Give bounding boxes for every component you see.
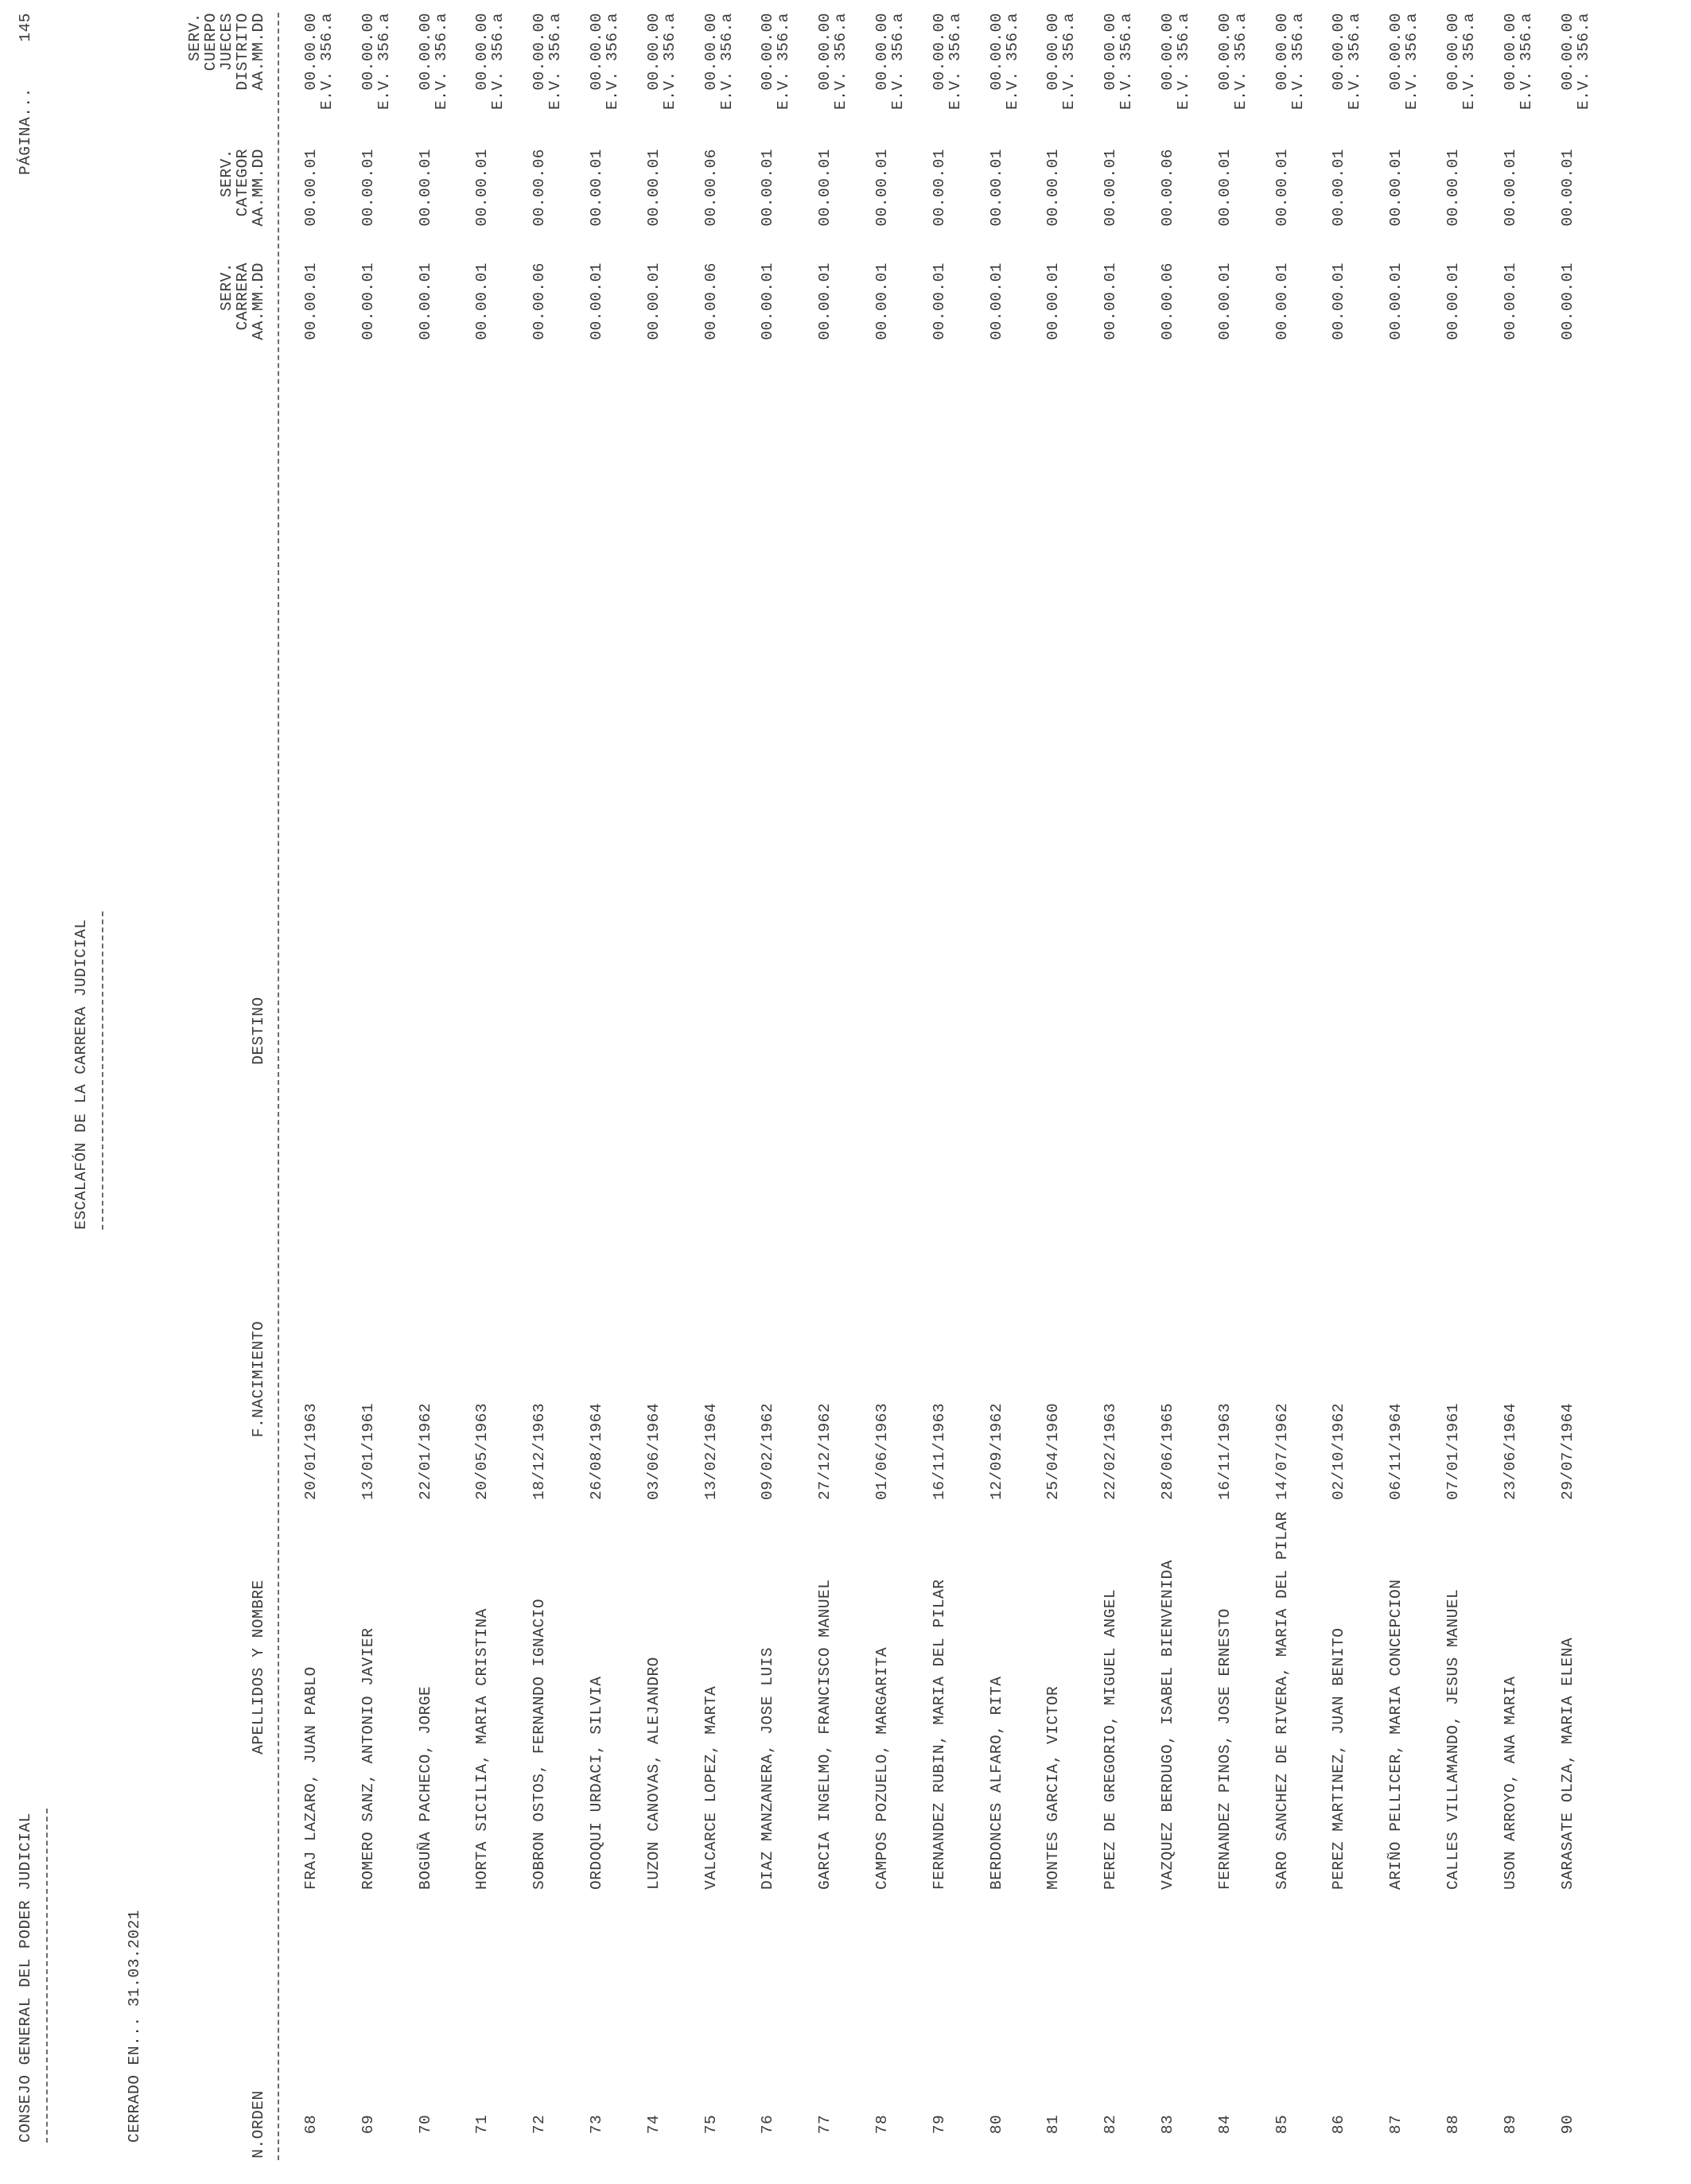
categor-cell: 00.00.01 (302, 149, 320, 227)
nota-cell: E.V. 356.a (661, 13, 678, 111)
categor-cell: 00.00.01 (759, 149, 776, 227)
nacimiento-cell: 16/11/1963 (1216, 1402, 1234, 1500)
nombre-cell: ROMERO SANZ, ANTONIO JAVIER (360, 1627, 377, 1890)
nota-cell: E.V. 356.a (604, 13, 621, 111)
distrito-cell: 00.00.00 (931, 13, 948, 91)
nombre-cell: LUZON CANOVAS, ALEJANDRO (645, 1657, 663, 1890)
nombre-cell: MONTES GARCIA, VICTOR (1044, 1685, 1062, 1890)
orden-cell: 80 (988, 2114, 1005, 2135)
carrera-cell: 00.00.01 (1102, 262, 1119, 340)
carrera-cell: 00.00.01 (1273, 262, 1291, 340)
nacimiento-cell: 25/04/1960 (1044, 1402, 1062, 1500)
categor-cell: 00.00.01 (931, 149, 948, 227)
title-underline (102, 911, 103, 1230)
distrito-cell: 00.00.00 (645, 13, 663, 91)
header-orden: N.ORDEN (250, 2090, 267, 2159)
distrito-cell: 00.00.00 (1502, 13, 1519, 91)
nota-cell: E.V. 356.a (1460, 13, 1478, 111)
carrera-cell: 00.00.01 (588, 262, 605, 340)
orden-cell: 74 (645, 2114, 663, 2135)
header-nacimiento: F.NACIMIENTO (250, 1320, 267, 1438)
nota-cell: E.V. 356.a (375, 13, 393, 111)
distrito-cell: 00.00.00 (1216, 13, 1234, 91)
distrito-cell: 00.00.00 (360, 13, 377, 91)
nombre-cell: VAZQUEZ BERDUGO, ISABEL BIENVENIDA (1159, 1560, 1176, 1890)
categor-cell: 00.00.01 (1044, 149, 1062, 227)
nacimiento-cell: 06/11/1964 (1387, 1402, 1405, 1500)
distrito-cell: 00.00.00 (816, 13, 834, 91)
nacimiento-cell: 18/12/1963 (531, 1402, 548, 1500)
orden-cell: 76 (759, 2114, 776, 2135)
page-label: PÁGINA... (17, 87, 34, 175)
header-carrera-1: CARRERA (234, 262, 251, 331)
distrito-cell: 00.00.00 (873, 13, 891, 91)
orden-cell: 90 (1559, 2114, 1576, 2135)
orden-cell: 83 (1159, 2114, 1176, 2135)
distrito-cell: 00.00.00 (302, 13, 320, 91)
carrera-cell: 00.00.01 (645, 262, 663, 340)
distrito-cell: 00.00.00 (1559, 13, 1576, 91)
nota-cell: E.V. 356.a (1575, 13, 1592, 111)
nacimiento-cell: 09/02/1962 (759, 1402, 776, 1500)
nota-cell: E.V. 356.a (489, 13, 507, 111)
distrito-cell: 00.00.00 (1330, 13, 1347, 91)
categor-cell: 00.00.01 (588, 149, 605, 227)
nacimiento-cell: 26/08/1964 (588, 1402, 605, 1500)
nacimiento-cell: 02/10/1962 (1330, 1402, 1347, 1500)
categor-cell: 00.00.06 (531, 149, 548, 227)
nota-cell: E.V. 356.a (1118, 13, 1135, 111)
nacimiento-cell: 13/02/1964 (702, 1402, 720, 1500)
header-carrera-2: AA.MM.DD (250, 262, 267, 340)
nacimiento-cell: 03/06/1964 (645, 1402, 663, 1500)
carrera-cell: 00.00.06 (1159, 262, 1176, 340)
orden-cell: 82 (1102, 2114, 1119, 2135)
header-destino: DESTINO (250, 997, 267, 1065)
distrito-cell: 00.00.00 (588, 13, 605, 91)
carrera-cell: 00.00.01 (1502, 262, 1519, 340)
carrera-cell: 00.00.01 (1387, 262, 1405, 340)
carrera-cell: 00.00.01 (759, 262, 776, 340)
nombre-cell: CAMPOS POZUELO, MARGARITA (873, 1646, 891, 1890)
distrito-cell: 00.00.00 (531, 13, 548, 91)
carrera-cell: 00.00.06 (702, 262, 720, 340)
header-categor-0: SERV. (218, 149, 235, 198)
orden-cell: 68 (302, 2114, 320, 2135)
carrera-cell: 00.00.01 (417, 262, 434, 340)
categor-cell: 00.00.06 (1159, 149, 1176, 227)
nota-cell: E.V. 356.a (1403, 13, 1421, 111)
nombre-cell: PEREZ MARTINEZ, JUAN BENITO (1330, 1627, 1347, 1890)
organization-name: CONSEJO GENERAL DEL PODER JUDICIAL (17, 1813, 34, 2143)
nombre-cell: DIAZ MANZANERA, JOSE LUIS (759, 1646, 776, 1890)
orden-cell: 86 (1330, 2114, 1347, 2135)
nombre-cell: FERNANDEZ PINOS, JOSE ERNESTO (1216, 1608, 1234, 1890)
distrito-cell: 00.00.00 (473, 13, 491, 91)
carrera-cell: 00.00.01 (931, 262, 948, 340)
nombre-cell: SARO SANCHEZ DE RIVERA, MARIA DEL PILAR (1273, 1511, 1291, 1890)
categor-cell: 00.00.01 (988, 149, 1005, 227)
nota-cell: E.V. 356.a (775, 13, 792, 111)
header-carrera-0: SERV. (218, 262, 235, 312)
nombre-cell: ORDOQUI URDACI, SILVIA (588, 1676, 605, 1890)
carrera-cell: 00.00.01 (1559, 262, 1576, 340)
categor-cell: 00.00.01 (1502, 149, 1519, 227)
nombre-cell: FERNANDEZ RUBIN, MARIA DEL PILAR (931, 1579, 948, 1890)
header-distrito-3: DISTRITO (234, 13, 251, 91)
organization-underline (46, 1809, 48, 2143)
nacimiento-cell: 22/01/1962 (417, 1402, 434, 1500)
orden-cell: 77 (816, 2114, 834, 2135)
orden-cell: 70 (417, 2114, 434, 2135)
categor-cell: 00.00.01 (1387, 149, 1405, 227)
header-categor-1: CATEGOR (234, 149, 251, 217)
nombre-cell: VALCARCE LOPEZ, MARTA (702, 1685, 720, 1890)
nota-cell: E.V. 356.a (318, 13, 336, 111)
orden-cell: 88 (1444, 2114, 1462, 2135)
nombre-cell: USON ARROYO, ANA MARIA (1502, 1676, 1519, 1890)
carrera-cell: 00.00.01 (360, 262, 377, 340)
nombre-cell: PEREZ DE GREGORIO, MIGUEL ANGEL (1102, 1588, 1119, 1890)
nacimiento-cell: 12/09/1962 (988, 1402, 1005, 1500)
distrito-cell: 00.00.00 (1387, 13, 1405, 91)
categor-cell: 00.00.01 (1102, 149, 1119, 227)
orden-cell: 87 (1387, 2114, 1405, 2135)
header-distrito-2: JUECES (218, 13, 235, 72)
carrera-cell: 00.00.06 (531, 262, 548, 340)
carrera-cell: 00.00.01 (873, 262, 891, 340)
distrito-cell: 00.00.00 (417, 13, 434, 91)
nota-cell: E.V. 356.a (1346, 13, 1363, 111)
distrito-cell: 00.00.00 (988, 13, 1005, 91)
nota-cell: E.V. 356.a (1060, 13, 1078, 111)
nota-cell: E.V. 356.a (546, 13, 564, 111)
nacimiento-cell: 29/07/1964 (1559, 1402, 1576, 1500)
nota-cell: E.V. 356.a (1518, 13, 1535, 111)
carrera-cell: 00.00.01 (1444, 262, 1462, 340)
carrera-cell: 00.00.01 (1044, 262, 1062, 340)
nacimiento-cell: 22/02/1963 (1102, 1402, 1119, 1500)
categor-cell: 00.00.01 (417, 149, 434, 227)
distrito-cell: 00.00.00 (702, 13, 720, 91)
orden-cell: 72 (531, 2114, 548, 2135)
distrito-cell: 00.00.00 (1273, 13, 1291, 91)
nacimiento-cell: 27/12/1962 (816, 1402, 834, 1500)
nota-cell: E.V. 356.a (1232, 13, 1250, 111)
nombre-cell: ARIÑO PELLICER, MARIA CONCEPCION (1387, 1579, 1405, 1890)
categor-cell: 00.00.01 (645, 149, 663, 227)
nota-cell: E.V. 356.a (1175, 13, 1192, 111)
header-distrito-1: CUERPO (202, 13, 220, 72)
categor-cell: 00.00.01 (1444, 149, 1462, 227)
nacimiento-cell: 01/06/1963 (873, 1402, 891, 1500)
orden-cell: 79 (931, 2114, 948, 2135)
categor-cell: 00.00.01 (1273, 149, 1291, 227)
distrito-cell: 00.00.00 (1044, 13, 1062, 91)
orden-cell: 81 (1044, 2114, 1062, 2135)
nombre-cell: GARCIA INGELMO, FRANCISCO MANUEL (816, 1579, 834, 1890)
categor-cell: 00.00.01 (1216, 149, 1234, 227)
nacimiento-cell: 23/06/1964 (1502, 1402, 1519, 1500)
nacimiento-cell: 07/01/1961 (1444, 1402, 1462, 1500)
document-title: ESCALAFÓN DE LA CARRERA JUDICIAL (72, 919, 90, 1230)
nota-cell: E.V. 356.a (1004, 13, 1021, 111)
nacimiento-cell: 20/01/1963 (302, 1402, 320, 1500)
header-nombre: APELLIDOS Y NOMBRE (250, 1580, 267, 1755)
header-separator (278, 13, 279, 2160)
nota-cell: E.V. 356.a (433, 13, 450, 111)
nombre-cell: SOBRON OSTOS, FERNANDO IGNACIO (531, 1598, 548, 1890)
nota-cell: E.V. 356.a (1289, 13, 1307, 111)
categor-cell: 00.00.01 (360, 149, 377, 227)
nombre-cell: HORTA SICILIA, MARIA CRISTINA (473, 1608, 491, 1890)
nota-cell: E.V. 356.a (889, 13, 907, 111)
nota-cell: E.V. 356.a (718, 13, 736, 111)
carrera-cell: 00.00.01 (1330, 262, 1347, 340)
orden-cell: 85 (1273, 2114, 1291, 2135)
header-distrito-4: AA.MM.DD (250, 13, 267, 91)
categor-cell: 00.00.01 (1559, 149, 1576, 227)
header-distrito-0: SERV. (186, 13, 204, 62)
orden-cell: 78 (873, 2114, 891, 2135)
categor-cell: 00.00.01 (816, 149, 834, 227)
nombre-cell: BERDONCES ALFARO, RITA (988, 1676, 1005, 1890)
nombre-cell: CALLES VILLAMANDO, JESUS MANUEL (1444, 1588, 1462, 1890)
nacimiento-cell: 16/11/1963 (931, 1402, 948, 1500)
carrera-cell: 00.00.01 (302, 262, 320, 340)
distrito-cell: 00.00.00 (1444, 13, 1462, 91)
nacimiento-cell: 13/01/1961 (360, 1402, 377, 1500)
nota-cell: E.V. 356.a (947, 13, 964, 111)
nombre-cell: SARASATE OLZA, MARIA ELENA (1559, 1637, 1576, 1890)
nacimiento-cell: 20/05/1963 (473, 1402, 491, 1500)
orden-cell: 89 (1502, 2114, 1519, 2135)
categor-cell: 00.00.01 (473, 149, 491, 227)
carrera-cell: 00.00.01 (988, 262, 1005, 340)
carrera-cell: 00.00.01 (816, 262, 834, 340)
carrera-cell: 00.00.01 (473, 262, 491, 340)
orden-cell: 71 (473, 2114, 491, 2135)
categor-cell: 00.00.01 (873, 149, 891, 227)
carrera-cell: 00.00.01 (1216, 262, 1234, 340)
page-number: 145 (17, 13, 34, 42)
nombre-cell: BOGUÑA PACHECO, JORGE (417, 1685, 434, 1890)
orden-cell: 84 (1216, 2114, 1234, 2135)
categor-cell: 00.00.01 (1330, 149, 1347, 227)
nota-cell: E.V. 356.a (832, 13, 849, 111)
nacimiento-cell: 14/07/1962 (1273, 1402, 1291, 1500)
distrito-cell: 00.00.00 (1102, 13, 1119, 91)
closed-date: CERRADO EN... 31.03.2021 (126, 1910, 143, 2143)
orden-cell: 69 (360, 2114, 377, 2135)
orden-cell: 75 (702, 2114, 720, 2135)
distrito-cell: 00.00.00 (759, 13, 776, 91)
orden-cell: 73 (588, 2114, 605, 2135)
categor-cell: 00.00.06 (702, 149, 720, 227)
header-categor-2: AA.MM.DD (250, 149, 267, 227)
nacimiento-cell: 28/06/1965 (1159, 1402, 1176, 1500)
distrito-cell: 00.00.00 (1159, 13, 1176, 91)
nombre-cell: FRAJ LAZARO, JUAN PABLO (302, 1666, 320, 1890)
